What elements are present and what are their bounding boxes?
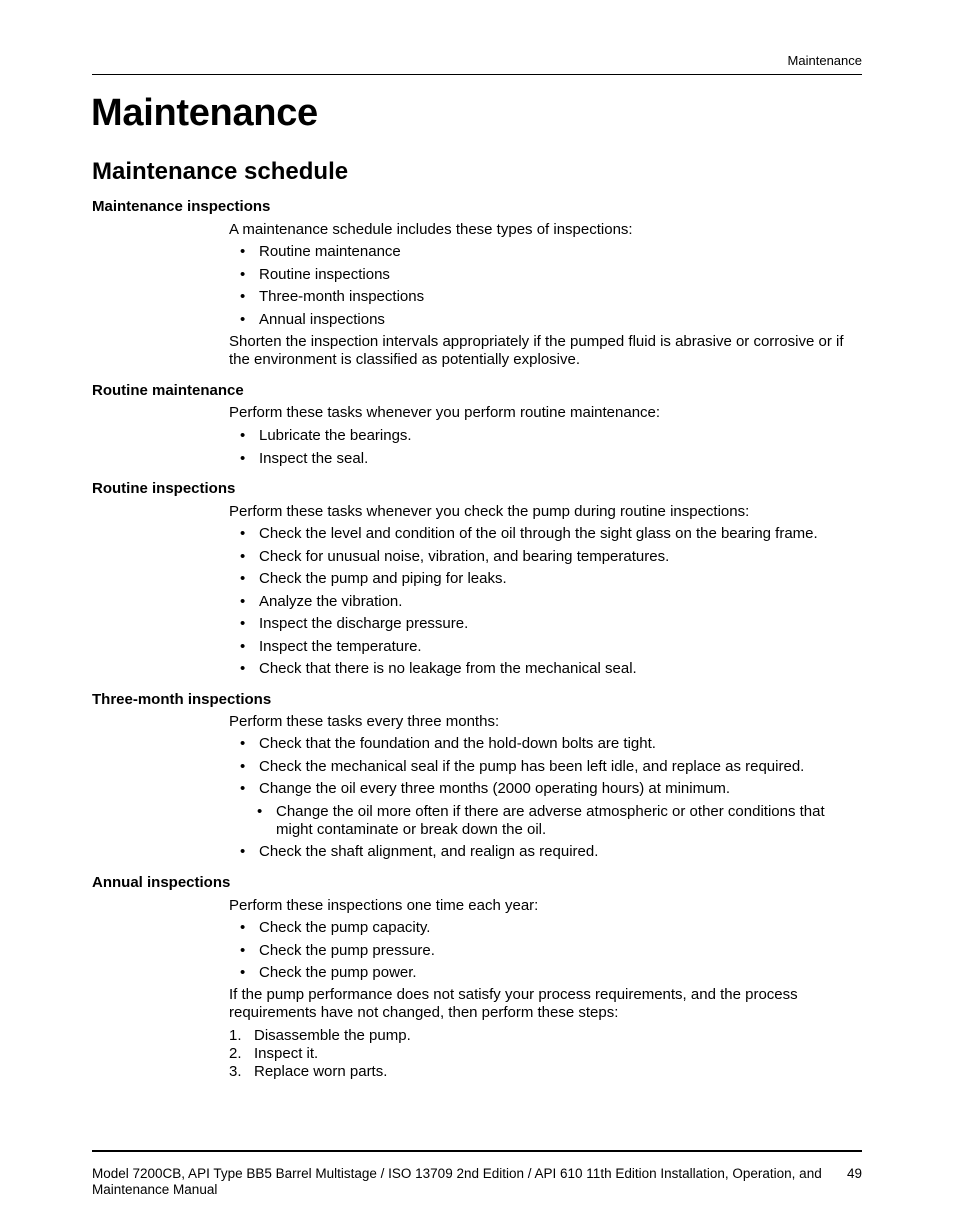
three-month-sublist — [257, 803, 842, 839]
footer-rule — [92, 1150, 862, 1152]
step-number: 1. — [229, 1027, 242, 1044]
routine-inspections-list — [240, 525, 860, 683]
heading-three-month-inspections: Three-month inspections — [92, 691, 272, 708]
step-text: Inspect it. — [254, 1045, 319, 1062]
list-item: • Inspect the seal. — [240, 450, 860, 468]
routine-maintenance-intro: Perform these tasks whenever you perform routine maintenance: — [229, 404, 661, 421]
list-item: • Check the level and condition of the oil through the sight glass on the bearing frame. — [240, 525, 860, 543]
list-item: • Routine maintenance — [240, 243, 860, 261]
heading-maintenance-inspections: Maintenance inspections — [92, 198, 271, 215]
list-item: • Annual inspections — [240, 311, 860, 329]
sub-list-item: • Change the oil more often if there are adverse atmospheric or other conditions that might contaminate or break down the oil. — [257, 803, 842, 839]
heading-annual-inspections: Annual inspections — [92, 874, 231, 891]
heading-routine-inspections: Routine inspections — [92, 480, 236, 497]
list-item: • Check the pump power. — [240, 964, 860, 982]
list-item: • Check that the foundation and the hold-down bolts are tight. — [240, 735, 860, 753]
step-number: 3. — [229, 1063, 242, 1080]
heading-routine-maintenance: Routine maintenance — [92, 382, 244, 399]
three-month-list — [240, 735, 860, 803]
three-month-list-continued — [240, 843, 860, 866]
inspections-intro: A maintenance schedule includes these types of inspections: — [229, 221, 633, 238]
list-item: • Check that there is no leakage from the mechanical seal. — [240, 660, 860, 678]
list-item: • Analyze the vibration. — [240, 593, 860, 611]
annual-intro: Perform these inspections one time each year: — [229, 897, 539, 914]
step-item — [229, 1045, 849, 1063]
list-item: • Lubricate the bearings. — [240, 427, 860, 445]
step-text: Replace worn parts. — [254, 1063, 388, 1080]
step-item — [229, 1063, 849, 1081]
page-title: Maintenance — [91, 92, 318, 134]
step-item — [229, 1027, 849, 1045]
annual-steps-list — [229, 1027, 849, 1081]
list-item: • Check the pump pressure. — [240, 942, 860, 960]
step-number: 2. — [229, 1045, 242, 1062]
footer-text: Model 7200CB, API Type BB5 Barrel Multistage / ISO 13709 2nd Edition / API 610 11th Edition Installation, Operation, and Maintenance Manual — [92, 1166, 822, 1197]
list-item: • Check the pump and piping for leaks. — [240, 570, 860, 588]
routine-maintenance-list — [240, 427, 860, 472]
page-number: 49 — [846, 1166, 862, 1181]
list-item: • Check the pump capacity. — [240, 919, 860, 937]
list-item: • Three-month inspections — [240, 288, 860, 306]
list-item: • Change the oil every three months (2000 operating hours) at minimum. — [240, 780, 860, 798]
annual-note: If the pump performance does not satisfy your process requirements, and the process requirements have not changed, then perform these steps: — [229, 986, 798, 1021]
list-item: • Check for unusual noise, vibration, and bearing temperatures. — [240, 548, 860, 566]
inspection-types-list — [240, 243, 860, 333]
routine-inspections-intro: Perform these tasks whenever you check the pump during routine inspections: — [229, 503, 750, 520]
list-item: • Check the mechanical seal if the pump has been left idle, and replace as required. — [240, 758, 860, 776]
list-item: • Inspect the temperature. — [240, 638, 860, 656]
inspections-note: Shorten the inspection intervals appropriately if the pumped fluid is abrasive or corrosive or if the environment is classified as potentially explosive. — [229, 333, 844, 368]
section-title: Maintenance schedule — [92, 158, 349, 185]
running-header: Maintenance — [787, 53, 862, 68]
annual-list — [240, 919, 860, 987]
step-text: Disassemble the pump. — [254, 1027, 411, 1044]
three-month-intro: Perform these tasks every three months: — [229, 713, 500, 730]
list-item: • Inspect the discharge pressure. — [240, 615, 860, 633]
list-item: • Check the shaft alignment, and realign as required. — [240, 843, 860, 861]
list-item: • Routine inspections — [240, 266, 860, 284]
header-rule — [92, 74, 862, 75]
